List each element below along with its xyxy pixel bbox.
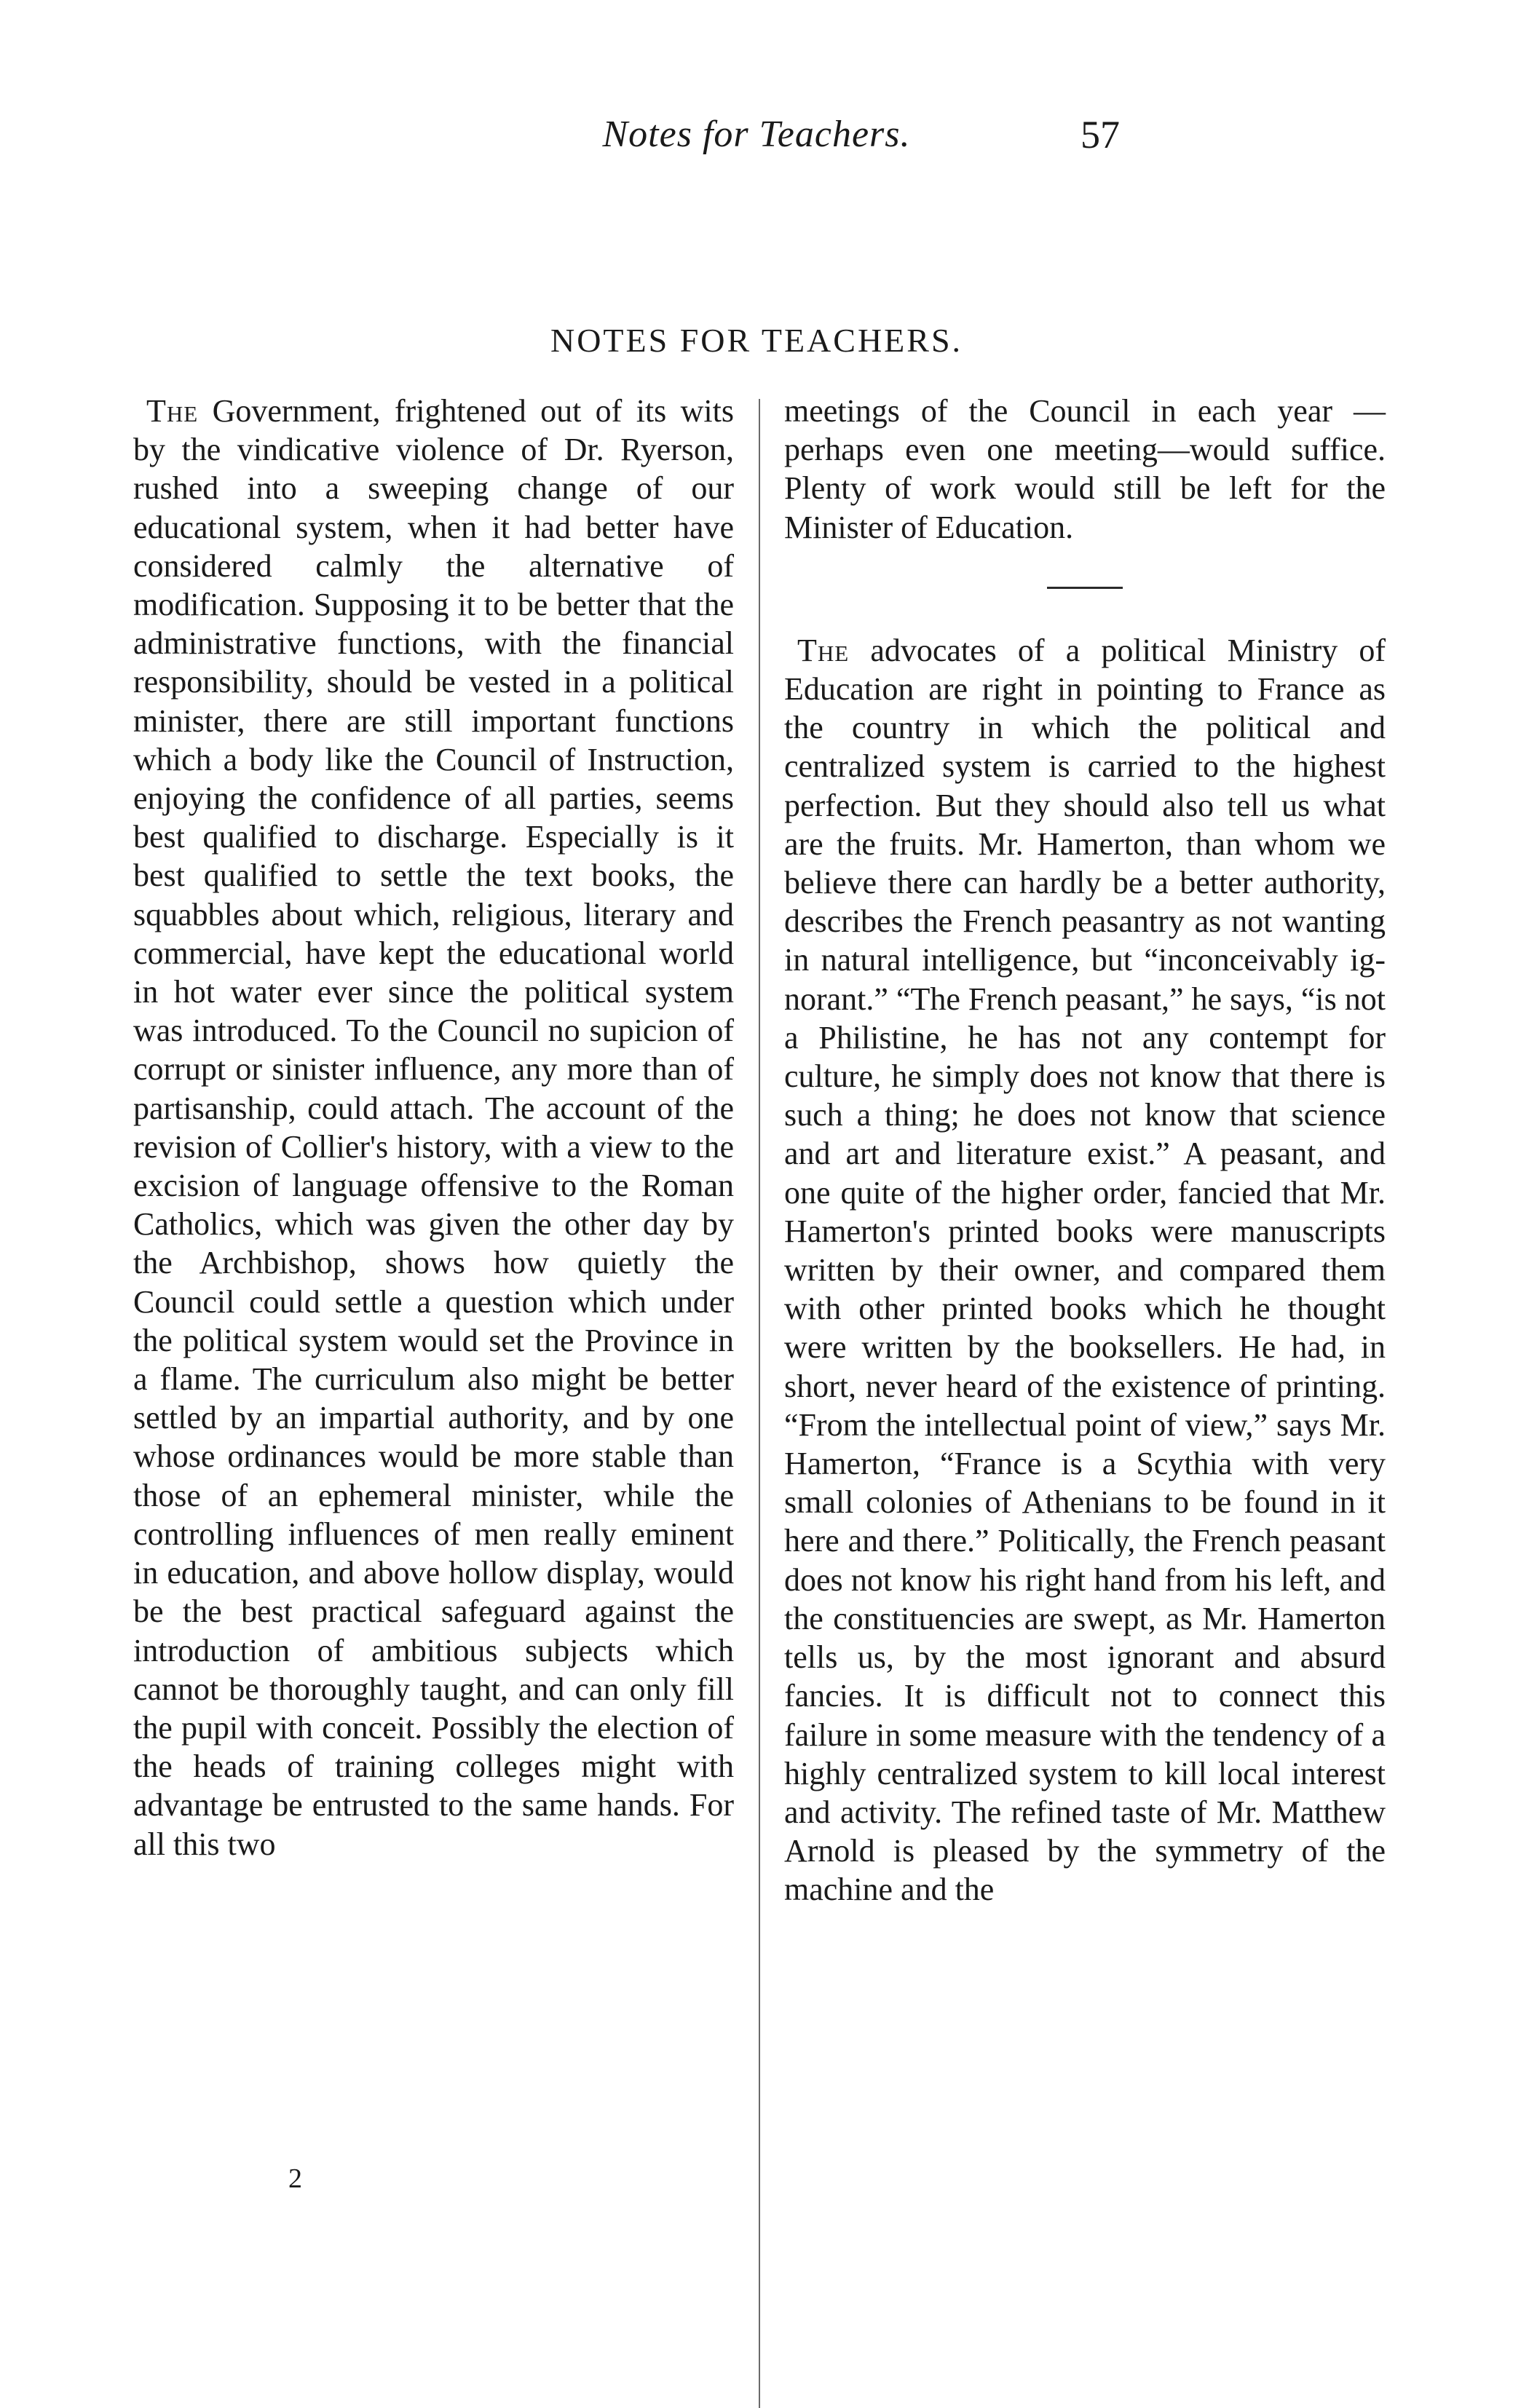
- paragraph-text: Government, frightened out of its wits by the vindicative violence of Dr. Ryerson, rushed into a sweeping change of our educational system, when it had better have considered calmly the alternative of modification. Supposing it to be better that the administrative functions, with the financial responsibility, should be vested in a political minister, there are still important functions which a body like the Council of Instruction, enjoying the confidence of all parties, seems best qualified to discharge. Especially is it best qualified to settle the text books, the squabbles about which, religious, literary and commercial, have kept the educational world in hot water ever since the political system was introduced. To the Council no supicion of corrupt or sinister influence, any more than of partisanship, could attach. The account of the revision of Collier's history, with a view to the excision of language offensive to the Roman Catholics, which was given the other day by the Archbishop, shows how quietly the Council could settle a question which under the political system would set the Province in a flame. The curriculum also might be better settled by an impartial authority, and by one whose ordinances would be more stable than those of an ephemeral minister, while the controlling influences of men really eminent in education, and above hollow display, would be the best practical safeguard against the introduction of ambitious subjects which cannot be thoroughly taught, and can only fill the pupil with conceit. Possibly the election of the heads of training colleges might with advantage be entrusted to the same hands. For all this two: [133, 393, 734, 1862]
- column-rule: [759, 399, 760, 2408]
- left-paragraph: [133, 392, 734, 1864]
- section-break-rule: [1047, 587, 1123, 589]
- left-column: [133, 392, 734, 1864]
- paragraph-text: advocates of a political Ministry of Education are right in pointing to France as the country in which the political and centralized system is carried to the highest perfection. But they should also tell us what are the fruits. Mr. Hamerton, than whom we believe there can hardly be a better authority, describes the French peasantry as not wanting in natural intelligence, but “inconceivably ignorant.” “The French peasant,” he says, “is not a Philistine, he has not any contempt for culture, he simply does not know that there is such a thing; he does not know that science and art and literature exist.” A peasant, and one quite of the higher order, fancied that Mr. Hamerton's printed books were manuscripts written by their owner, and compared them with other printed books which he thought were written by the booksellers. He had, in short, never heard of the existence of printing. “From the intellectual point of view,” says Mr. Hamerton, “France is a Scythia with very small colonies of Athenians to be found in it here and there.” Politically, the French peasant does not know his right hand from his left, and the constituencies are swept, as Mr. Hamerton tells us, by the most ignorant and absurd fancies. It is difficult not to connect this failure in some measure with the tendency of a highly centralized system to kill local interest and activity. The refined taste of Mr. Matthew Arnold is pleased by the symmetry of the machine and the: [784, 632, 1386, 1908]
- right-paragraph: [784, 631, 1386, 1909]
- signature-mark: 2: [288, 2163, 302, 2194]
- page-number: 57: [1081, 113, 1120, 157]
- lead-word: The: [146, 393, 199, 429]
- right-column: [784, 392, 1386, 1909]
- continuation-paragraph: meetings of the Council in each year —perhaps even one meeting—would suffice. Plenty of work would still be left for the Minister of Education.: [784, 393, 1386, 545]
- lead-word: The: [797, 632, 850, 668]
- running-title: Notes for Teachers.: [602, 114, 911, 155]
- running-head: [0, 109, 1513, 160]
- section-heading: NOTES FOR TEACHERS.: [550, 322, 963, 359]
